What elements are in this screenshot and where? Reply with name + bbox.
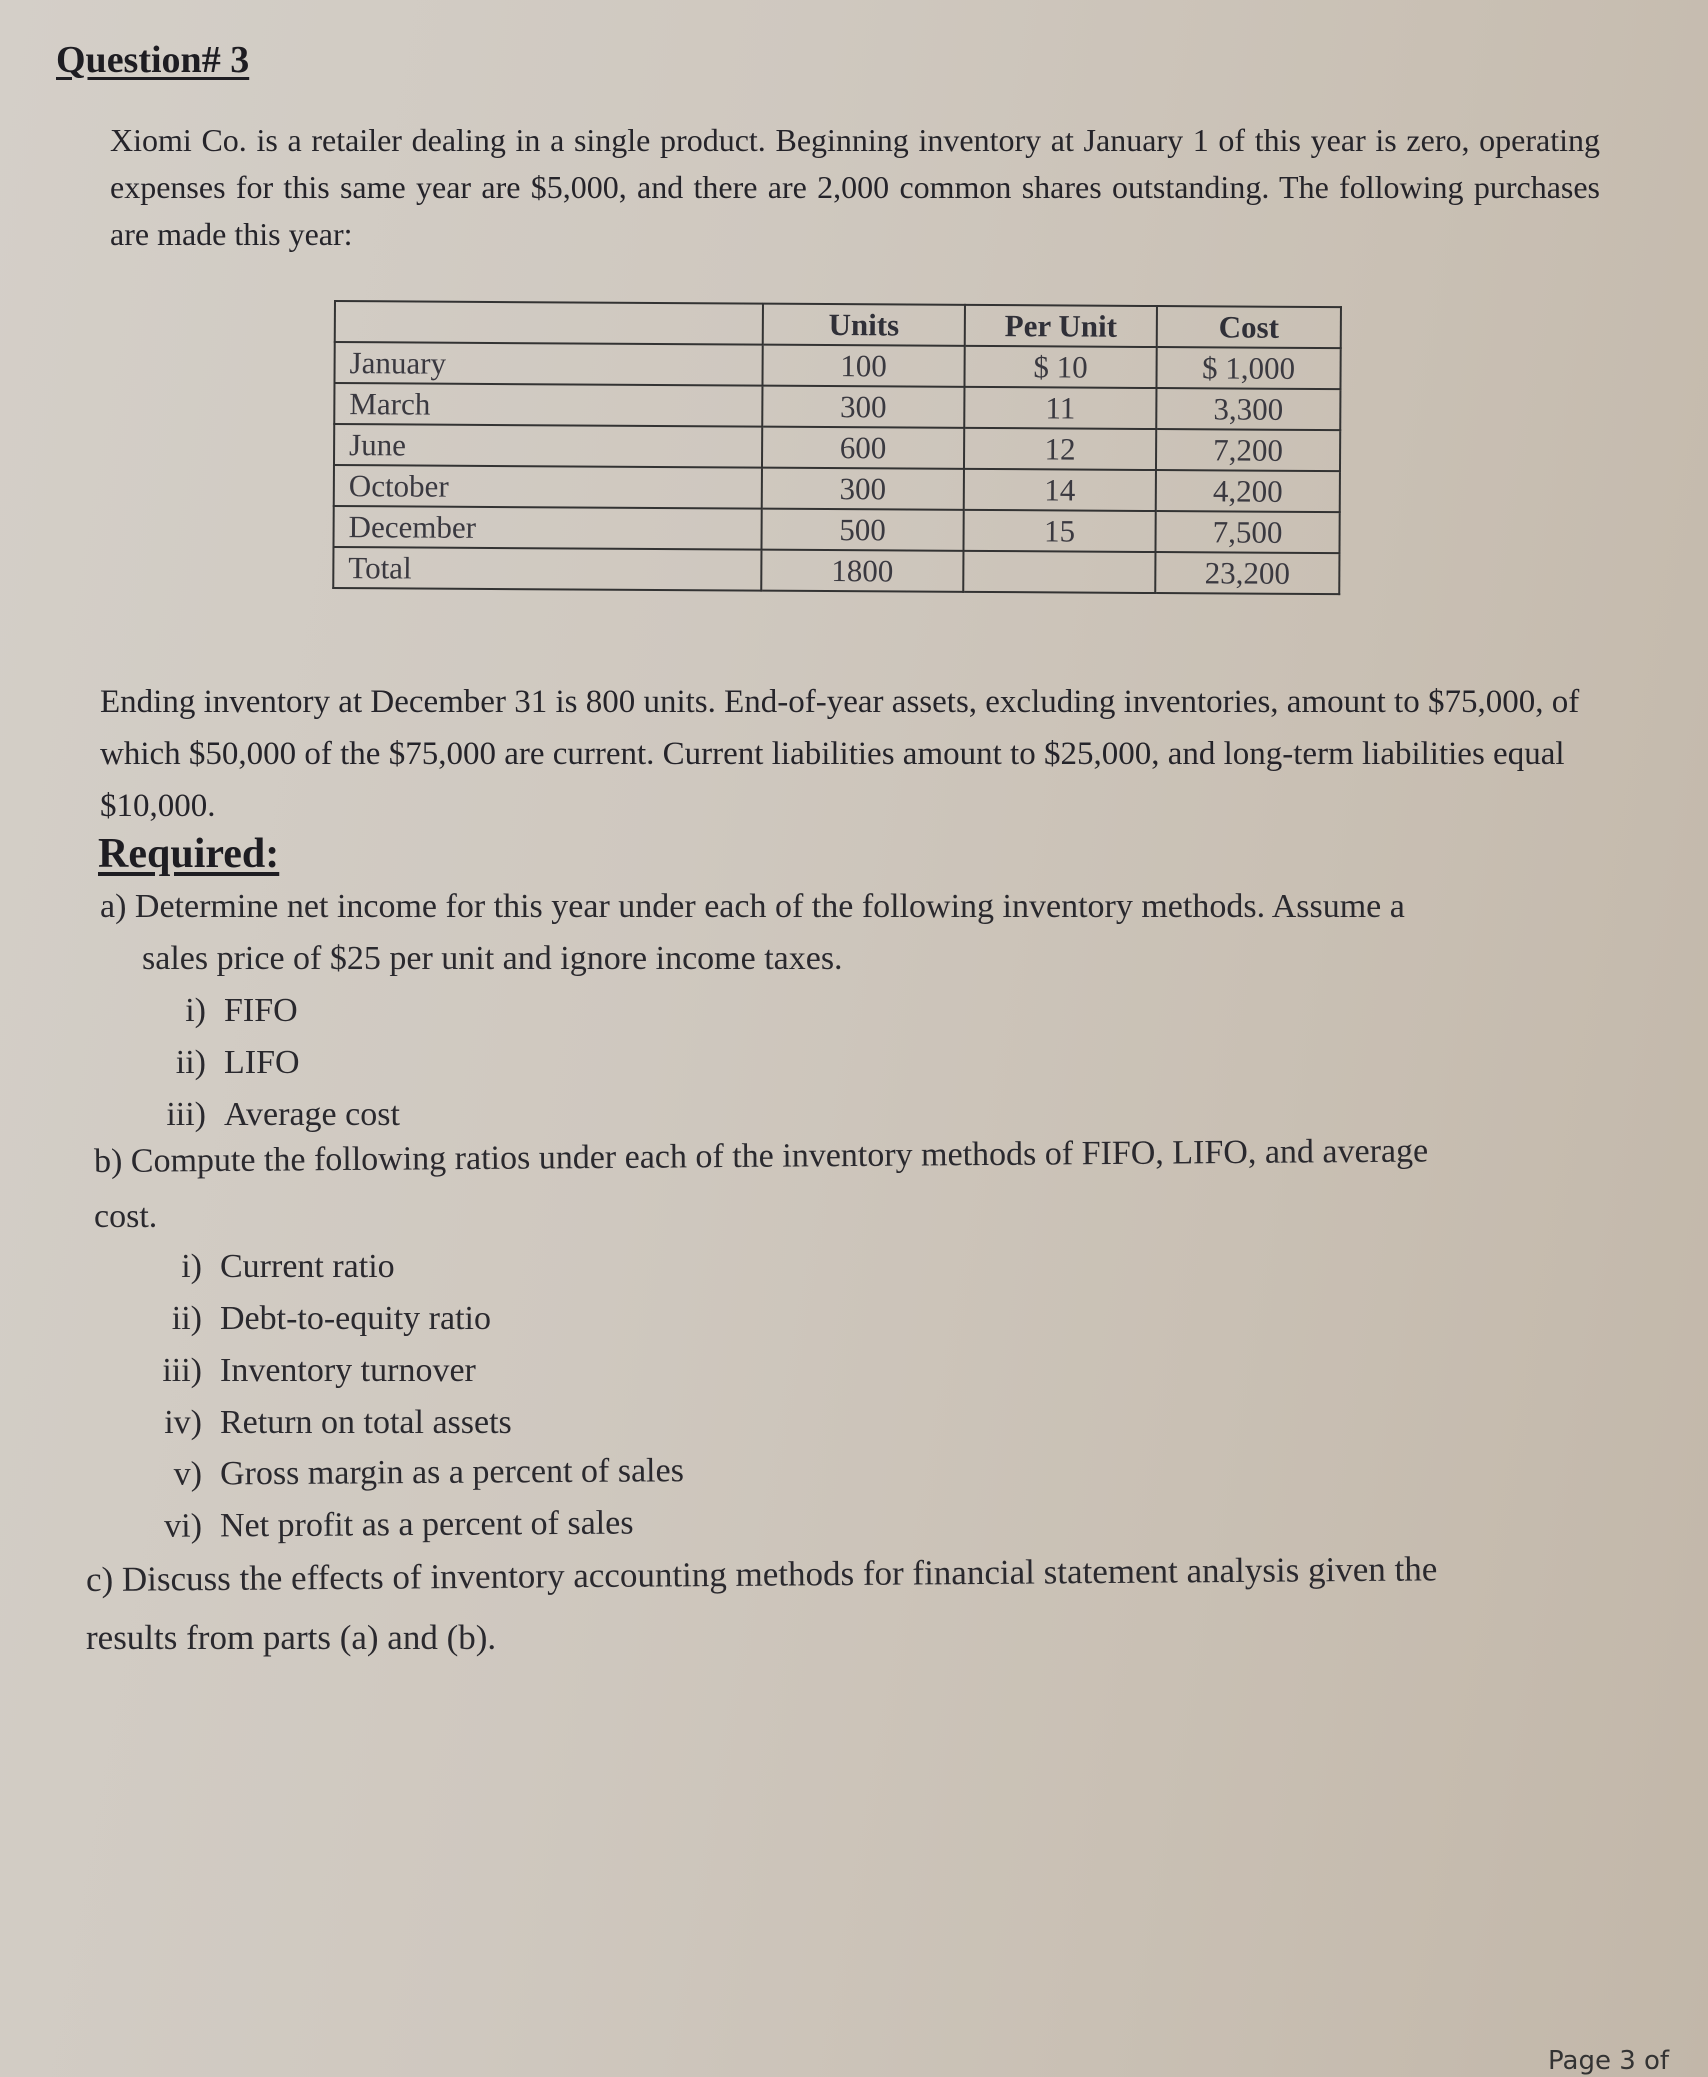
item-text: FIFO: [224, 992, 298, 1029]
row-month: October: [334, 465, 762, 509]
total-units: 1800: [761, 550, 963, 592]
part-a-item: [140, 992, 298, 1030]
ending-inventory-paragraph: Ending inventory at December 31 is 800 units. End-of-year assets, excluding inventories, amount to $75,000, of which $50,000 of the $75,000 are current. Current liabilities amount to $25,000, and long-term liabilities equal $10,000.: [100, 684, 1580, 824]
item-text: Inventory turnover: [220, 1352, 476, 1389]
item-text: Current ratio: [220, 1248, 395, 1285]
part-a-item: [140, 1044, 300, 1082]
row-per-unit: 15: [963, 510, 1155, 552]
row-units: 300: [762, 386, 964, 428]
total-label: Total: [333, 547, 761, 591]
row-month: June: [334, 424, 762, 468]
question-title: Question# 3: [56, 39, 250, 81]
part-a-item: [140, 1096, 400, 1134]
part-b-line2: cost.: [94, 1198, 158, 1235]
row-month: March: [334, 383, 762, 427]
total-per-unit: [963, 551, 1155, 593]
item-number: v): [173, 1455, 203, 1493]
row-cost: 4,200: [1156, 470, 1340, 512]
part-b-item: [136, 1452, 684, 1494]
item-text: Gross margin as a percent of sales: [219, 1452, 685, 1493]
item-number: i): [181, 1248, 202, 1285]
table-row: [334, 342, 1340, 389]
row-units: 100: [762, 345, 964, 387]
item-number: i): [185, 992, 206, 1029]
header-label: [335, 301, 763, 345]
row-cost: 3,300: [1156, 388, 1340, 430]
part-b-line1: b) Compute the following ratios under each of the inventory methods of FIFO, LIFO, and average: [93, 1132, 1429, 1180]
part-c-line1: c) Discuss the effects of inventory accounting methods for financial statement analysis given the: [85, 1549, 1438, 1599]
purchases-table: [332, 300, 1342, 595]
part-b-item: [136, 1505, 634, 1546]
item-text: Average cost: [224, 1096, 400, 1133]
part-b-item: [136, 1404, 512, 1442]
part-c-line2: results from parts (a) and (b).: [86, 1618, 497, 1657]
item-number: iii): [162, 1352, 202, 1389]
table-total-row: [333, 547, 1339, 594]
row-month: January: [334, 342, 762, 386]
item-text: Net profit as a percent of sales: [219, 1504, 634, 1545]
part-b-item: [136, 1248, 395, 1286]
table-header-row: [335, 301, 1341, 348]
item-text: Debt-to-equity ratio: [220, 1300, 491, 1337]
item-text: LIFO: [224, 1044, 300, 1081]
item-text: Return on total assets: [220, 1404, 512, 1441]
part-b-item: [136, 1352, 476, 1390]
row-units: 600: [762, 427, 964, 469]
row-per-unit: $ 10: [964, 346, 1156, 388]
row-cost: $ 1,000: [1156, 347, 1340, 389]
total-cost: 23,200: [1155, 552, 1339, 594]
item-number: iv): [164, 1404, 202, 1441]
row-per-unit: 14: [964, 469, 1156, 511]
header-cost: Cost: [1157, 306, 1341, 348]
row-units: 500: [761, 509, 963, 551]
part-a-line1: a) Determine net income for this year under each of the following inventory methods. Assume a: [100, 888, 1405, 925]
item-number: iii): [166, 1096, 206, 1133]
row-month: December: [333, 506, 761, 550]
header-per-unit: Per Unit: [965, 305, 1157, 347]
row-units: 300: [762, 468, 964, 510]
row-cost: 7,500: [1155, 511, 1339, 553]
item-number: ii): [171, 1300, 202, 1337]
required-heading: Required:: [98, 831, 280, 877]
table-row: [334, 424, 1340, 471]
table-row: [334, 465, 1340, 512]
item-number: vi): [164, 1507, 203, 1545]
item-number: ii): [175, 1044, 206, 1081]
table-row: [334, 383, 1340, 430]
table-row: [333, 506, 1339, 553]
part-a-line2: sales price of $25 per unit and ignore income taxes.: [142, 940, 843, 977]
intro-paragraph: Xiomi Co. is a retailer dealing in a single product. Beginning inventory at January 1 of this year is zero, operating expenses for this same year are $5,000, and there are 2,000 common shares outstanding. The following purchases are made this year:: [110, 122, 1600, 252]
row-cost: 7,200: [1156, 429, 1340, 471]
header-units: Units: [763, 304, 965, 346]
part-b-item: [136, 1300, 491, 1338]
row-per-unit: 11: [964, 387, 1156, 429]
row-per-unit: 12: [964, 428, 1156, 470]
page-number: Page 3 of: [1548, 2046, 1670, 2076]
